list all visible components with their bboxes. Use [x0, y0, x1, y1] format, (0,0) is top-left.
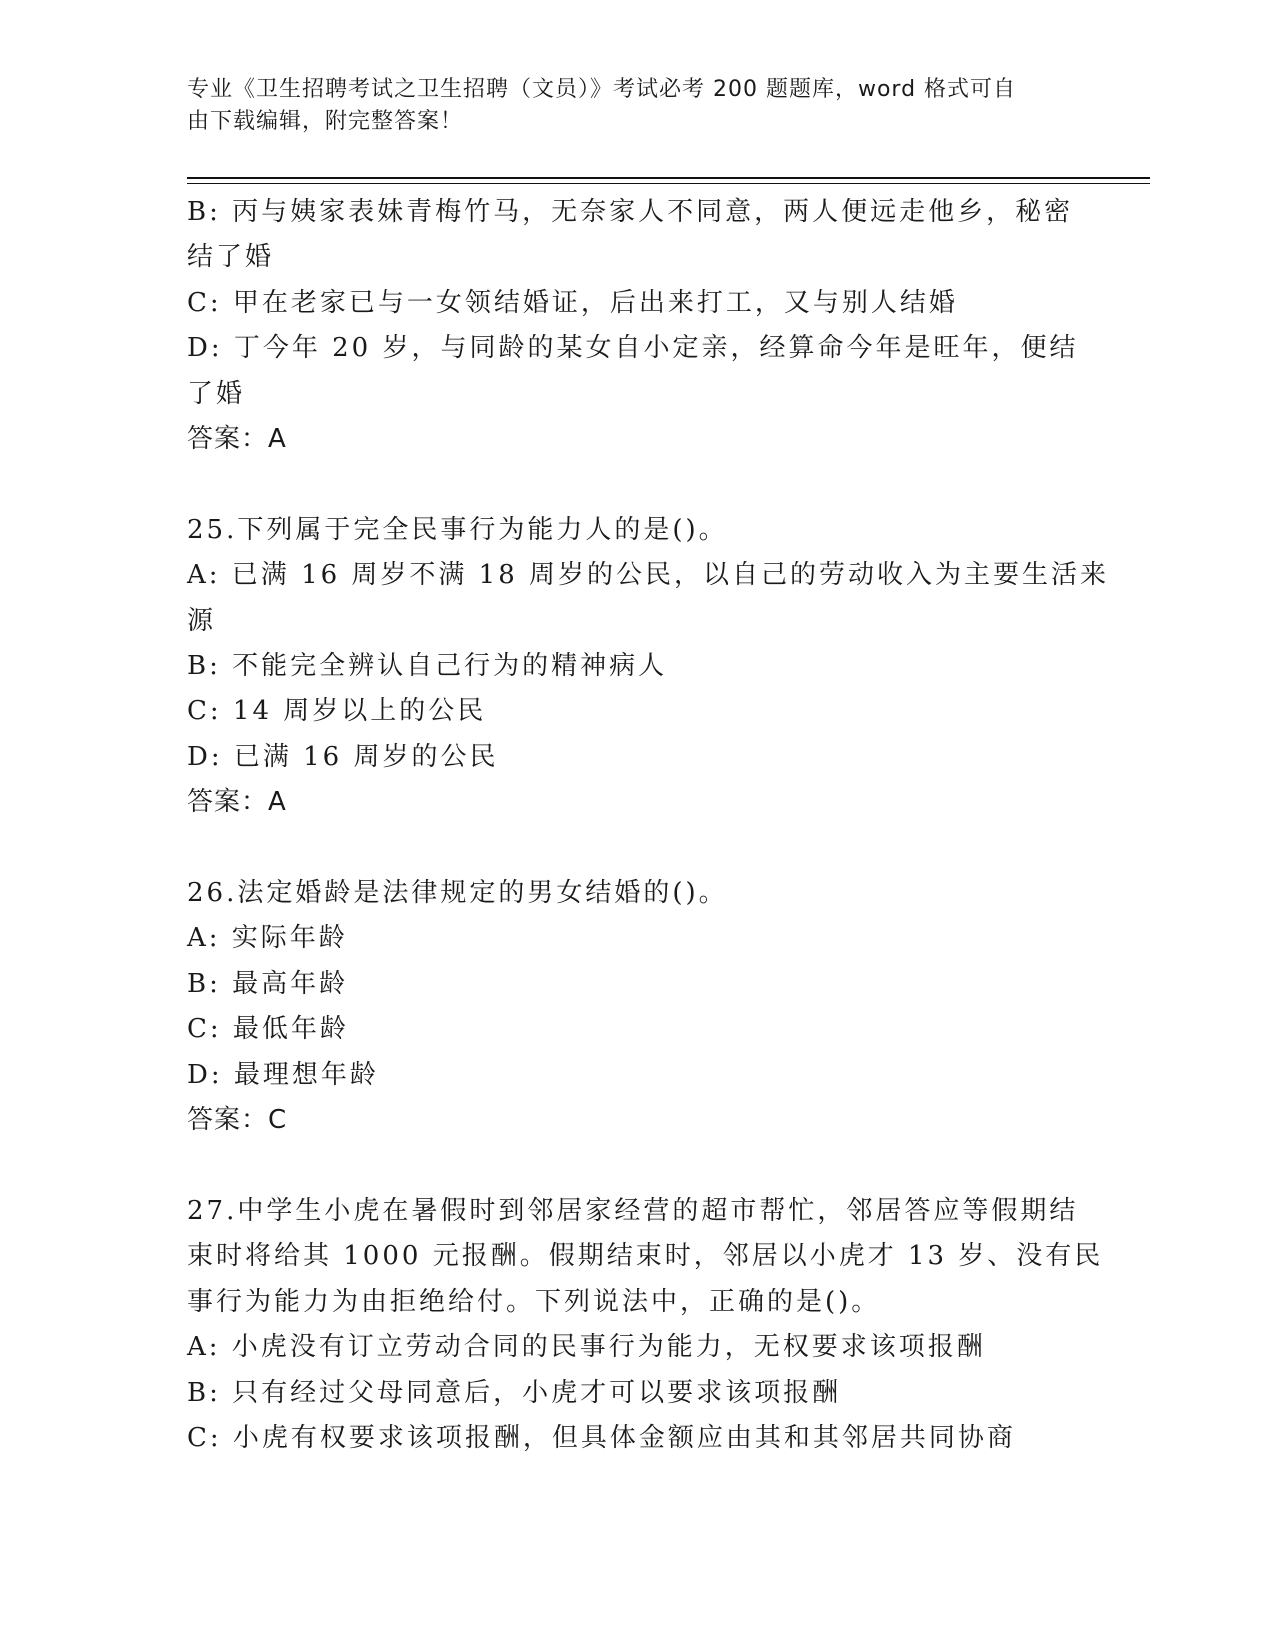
- question-stem: 26.法定婚龄是法律规定的男女结婚的()。: [187, 878, 728, 909]
- page-header: [187, 74, 1067, 138]
- spacer: [187, 826, 1087, 871]
- question-26: [187, 871, 1087, 1143]
- option-a-line-1: A: 已满 16 周岁不满 18 周岁的公民，以自己的劳动收入为主要生活来: [187, 560, 1110, 591]
- question-stem-line-1: 27.中学生小虎在暑假时到邻居家经营的超市帮忙，邻居答应等假期结: [187, 1195, 1079, 1226]
- spacer: [187, 462, 1087, 507]
- question-stem-line-3: 事行为能力为由拒绝给付。下列说法中，正确的是()。: [187, 1286, 881, 1317]
- answer: 答案：A: [187, 424, 287, 455]
- answer: 答案：C: [187, 1105, 288, 1136]
- question-27: [187, 1189, 1104, 1461]
- option-a: A: 实际年龄: [187, 923, 348, 954]
- option-b: B: 不能完全辨认自己行为的精神病人: [187, 651, 668, 682]
- option-b: B: 只有经过父母同意后，小虎才可以要求该项报酬: [187, 1377, 842, 1408]
- option-c: C: 最低年龄: [187, 1014, 349, 1045]
- option-c: C: 小虎有权要求该项报酬，但具体金额应由其和其邻居共同协商: [187, 1422, 1016, 1453]
- question-24-continued: [187, 190, 1087, 462]
- option-b-line-2: 结了婚: [187, 242, 275, 273]
- option-c: C: 14 周岁以上的公民: [187, 696, 487, 727]
- header-line-2: 由下载编辑，附完整答案！: [187, 109, 464, 134]
- question-25: [187, 508, 1110, 826]
- question-stem: 25.下列属于完全民事行为能力人的是()。: [187, 514, 728, 545]
- document-body: [187, 190, 1110, 1461]
- question-stem-line-2: 束时将给其 1000 元报酬。假期结束时，邻居以小虎才 13 岁、没有民: [187, 1241, 1104, 1272]
- option-d: D: 最理想年龄: [187, 1059, 379, 1090]
- option-d-line-1: D: 丁今年 20 岁，与同龄的某女自小定亲，经算命今年是旺年，便结: [187, 333, 1079, 364]
- option-c: C: 甲在老家已与一女领结婚证，后出来打工，又与别人结婚: [187, 287, 958, 318]
- header-rule-thick: [187, 177, 1150, 179]
- option-b-line-1: B: 丙与姨家表妹青梅竹马，无奈家人不同意，两人便远走他乡，秘密: [187, 197, 1074, 227]
- option-a: A: 小虎没有订立劳动合同的民事行为能力，无权要求该项报酬: [187, 1332, 986, 1363]
- option-d-line-2: 了婚: [187, 378, 246, 409]
- option-d: D: 已满 16 周岁的公民: [187, 741, 499, 772]
- spacer: [187, 1144, 1087, 1189]
- header-line-1: 专业《卫生招聘考试之卫生招聘（文员）》考试必考 200 题题库，word 格式可自: [187, 77, 1017, 102]
- option-b: B: 最高年龄: [187, 968, 349, 999]
- header-rule-thin: [187, 183, 1150, 184]
- answer: 答案：A: [187, 787, 287, 818]
- option-a-line-2: 源: [187, 605, 217, 636]
